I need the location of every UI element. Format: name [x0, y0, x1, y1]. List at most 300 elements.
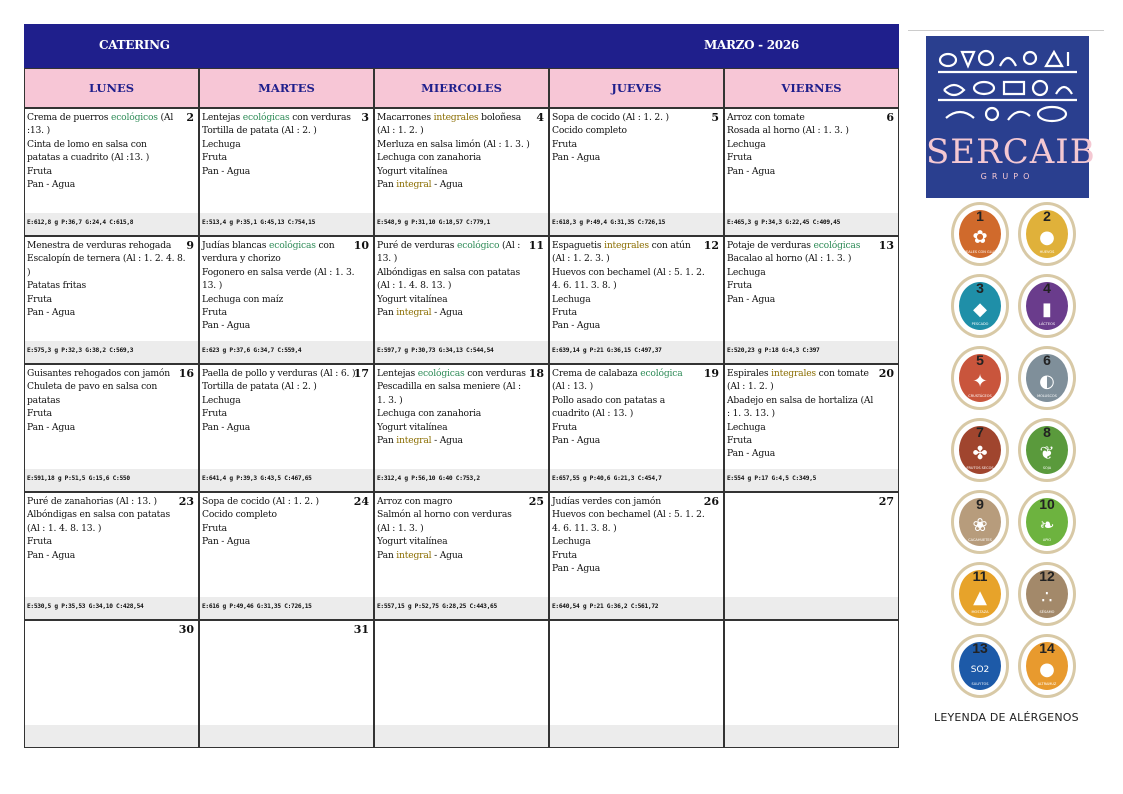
menu-text-segment: Fruta — [27, 408, 52, 420]
day-number: 27 — [878, 495, 894, 508]
menu-text-segment: 13. ) — [377, 253, 398, 265]
nutrition-bar: E:530,5 g P:35,53 G:34,10 C:428,54 — [25, 597, 198, 619]
menu-line — [727, 434, 895, 447]
logo-subtitle: GRUPO — [980, 172, 1035, 181]
menu-line — [377, 434, 545, 447]
menu-text-segment: Pan - Agua — [202, 536, 251, 548]
allergen-glyph: ∴ — [1041, 587, 1053, 608]
menu-text-segment: (Al : 1. 3. ) — [377, 522, 424, 534]
nutrition-bar: E:520,23 g P:18 G:4,3 C:397 — [725, 341, 898, 363]
menu-line — [27, 421, 195, 434]
menu-text-segment: Pescadilla en salsa meniere (Al : — [377, 381, 521, 393]
menu-line — [202, 111, 370, 124]
allergen-glyph: ◐ — [1039, 371, 1055, 392]
allergen-number: 7 — [976, 424, 984, 440]
menu-text — [200, 493, 373, 549]
menu-text — [25, 621, 198, 623]
menu-text-segment: Yogurt vitalínea — [377, 421, 448, 433]
week-row — [24, 108, 899, 236]
nutrition-bar: E:557,15 g P:52,75 G:28,25 C:443,65 — [375, 597, 548, 619]
menu-text-segment: Judías verdes con jamón — [552, 496, 661, 507]
allergen-label: HUEVOS — [1039, 250, 1055, 254]
integral-tag: integrales — [433, 112, 479, 123]
nutrition-bar: E:554 g P:17 G:4,5 C:349,5 — [725, 469, 898, 491]
menu-line — [377, 279, 545, 292]
menu-text-segment: Patatas fritas — [27, 280, 87, 292]
menu-text-segment: Fruta — [27, 536, 52, 548]
menu-text — [375, 493, 548, 562]
menu-line — [27, 380, 195, 393]
menu-text-segment: Pan - Agua — [727, 293, 776, 305]
day-cell — [724, 236, 899, 364]
nutrition-bar — [550, 725, 723, 747]
menu-text-segment: 1. 3. ) — [377, 394, 403, 406]
menu-text-segment: Pan - Agua — [552, 152, 601, 164]
menu-text — [725, 237, 898, 306]
menu-text-segment: cuadrito (Al : 13. ) — [552, 408, 634, 420]
menu-text-segment: Pan - Agua — [27, 179, 76, 191]
day-cell — [24, 108, 199, 236]
calendar-header-bar — [24, 24, 899, 68]
day-number: 23 — [178, 495, 194, 508]
menu-text-segment: Sopa de cocido (Al : 1. 2. ) — [202, 496, 319, 507]
menu-line — [27, 239, 195, 252]
day-cell — [24, 236, 199, 364]
menu-text — [550, 109, 723, 165]
nutrition-bar: E:640,54 g P:21 G:36,2 C:561,72 — [550, 597, 723, 619]
menu-line — [202, 367, 370, 380]
menu-line — [727, 293, 895, 306]
menu-line — [552, 495, 720, 508]
ecologico-tag: ecológico — [457, 240, 500, 251]
menu-text-segment: Fruta — [552, 549, 577, 561]
day-cell — [24, 620, 199, 748]
day-number: 9 — [186, 239, 194, 252]
day-cell — [199, 620, 374, 748]
day-cell — [549, 108, 724, 236]
menu-text — [550, 237, 723, 333]
ecologico-tag: ecológicas — [417, 368, 465, 379]
allergen-number: 3 — [976, 280, 984, 296]
allergen-label: SOJA — [1042, 466, 1052, 470]
allergen-glyph: ● — [1039, 659, 1055, 680]
menu-text — [725, 109, 898, 178]
menu-text-segment: con atún — [648, 240, 691, 251]
menu-text-segment: (Al : 1. 2. ) — [727, 381, 774, 393]
day-number: 11 — [528, 239, 544, 252]
menu-line — [552, 380, 720, 393]
allergen-11-icon — [951, 562, 1009, 626]
menu-line — [552, 407, 720, 420]
menu-line — [202, 239, 370, 252]
menu-line — [377, 495, 545, 508]
menu-text-segment: Fruta — [552, 307, 577, 319]
menu-text — [550, 493, 723, 575]
day-number: 30 — [178, 623, 194, 636]
allergen-number: 8 — [1043, 424, 1051, 440]
day-number: 6 — [886, 111, 894, 124]
allergen-glyph: ▮ — [1042, 299, 1052, 320]
menu-text-segment: Pan — [377, 435, 397, 447]
allergen-13-icon — [951, 634, 1009, 698]
menu-text-segment: Puré de verduras — [377, 240, 458, 251]
menu-text-segment: Albóndigas en salsa con patatas — [27, 509, 170, 521]
menu-line — [27, 165, 195, 178]
nutrition-bar: E:618,3 g P:49,4 G:31,35 C:726,15 — [550, 213, 723, 235]
menu-line — [377, 380, 545, 393]
menu-text — [25, 493, 198, 562]
menu-text-segment: Lechuga con zanahoria — [377, 152, 482, 164]
menu-text-segment: Fruta — [727, 280, 752, 292]
menu-text-segment: Fruta — [552, 138, 577, 150]
nutrition-bar: E:616 g P:49,46 G:31,35 C:726,15 — [200, 597, 373, 619]
day-number: 10 — [353, 239, 369, 252]
menu-text-segment: Lechuga con maíz — [202, 293, 284, 305]
allergen-legend-title: LEYENDA DE ALÉRGENOS — [934, 711, 1079, 724]
menu-line — [552, 535, 720, 548]
menu-text-segment: Espirales — [727, 368, 772, 379]
day-cell — [199, 108, 374, 236]
menu-text-segment: Fruta — [202, 307, 227, 319]
day-cell — [724, 364, 899, 492]
menu-text-segment: Arroz con magro — [377, 496, 453, 507]
menu-text-segment: Potaje de verduras — [727, 240, 814, 251]
menu-line — [27, 522, 195, 535]
menu-line — [727, 138, 895, 151]
menu-line — [377, 138, 545, 151]
week-row — [24, 492, 899, 620]
menu-line — [377, 508, 545, 521]
menu-line — [27, 394, 195, 407]
menu-line — [552, 151, 720, 164]
allergen-1-icon — [951, 202, 1009, 266]
integral-tag: integral — [396, 179, 432, 191]
menu-line — [27, 266, 195, 279]
menu-line — [27, 367, 195, 380]
allergen-glyph: ✿ — [972, 227, 988, 248]
day-number: 13 — [878, 239, 894, 252]
weekday-friday: VIERNES — [724, 68, 899, 108]
allergen-label: ALTRAMUZ — [1037, 682, 1057, 686]
allergen-number: 10 — [1039, 496, 1055, 512]
menu-line — [27, 124, 195, 137]
day-number: 24 — [353, 495, 369, 508]
menu-line — [377, 367, 545, 380]
menu-line — [727, 239, 895, 252]
menu-text-segment: Puré de zanahorias (Al : 13. ) — [27, 496, 157, 507]
menu-line — [27, 407, 195, 420]
allergen-5-icon — [951, 346, 1009, 410]
nutrition-bar — [375, 725, 548, 747]
menu-text-segment: Pan - Agua — [727, 448, 776, 460]
menu-line — [552, 111, 720, 124]
week-row — [24, 236, 899, 364]
menu-line — [727, 266, 895, 279]
menu-line — [552, 434, 720, 447]
allergen-number: 9 — [976, 496, 984, 512]
menu-text-segment: Pan - Agua — [202, 165, 251, 177]
allergen-label: LÁCTEOS — [1038, 322, 1056, 326]
ecologico-tag: ecológicas — [813, 240, 861, 251]
allergen-glyph: ❀ — [972, 515, 988, 536]
menu-text-segment: Huevos con bechamel (Al : 5. 1. 2. — [552, 509, 705, 521]
integral-tag: integral — [396, 435, 432, 447]
menu-text-segment: Chuleta de pavo en salsa con — [27, 381, 158, 393]
menu-text-segment: Fruta — [202, 408, 227, 420]
menu-text — [200, 365, 373, 434]
menu-line — [727, 447, 895, 460]
nutrition-bar: E:591,18 g P:51,5 G:15,6 C:550 — [25, 469, 198, 491]
menu-line — [552, 421, 720, 434]
menu-line — [552, 266, 720, 279]
menu-text-segment: Pan - Agua — [552, 435, 601, 447]
day-cell — [24, 364, 199, 492]
nutrition-bar: E:513,4 g P:35,1 G:45,13 C:754,15 — [200, 213, 373, 235]
menu-text — [25, 365, 198, 434]
menu-line — [202, 279, 370, 292]
menu-text-segment: con — [315, 240, 335, 251]
menu-line — [27, 495, 195, 508]
menu-line — [377, 124, 545, 137]
menu-text-segment: Lechuga — [727, 266, 766, 278]
menu-text-segment: Espaguetis — [552, 240, 605, 251]
logo-brand: SERCAIB — [926, 132, 1096, 172]
menu-line — [27, 178, 195, 191]
menu-text-segment: (Al : 1. 2. ) — [377, 125, 424, 137]
menu-line — [202, 407, 370, 420]
menu-line — [377, 522, 545, 535]
day-number: 5 — [711, 111, 719, 124]
menu-text-segment: - Agua — [431, 549, 463, 561]
menu-text-segment: con verduras — [289, 112, 351, 123]
menu-line — [552, 319, 720, 332]
menu-line — [27, 111, 195, 124]
menu-line — [727, 165, 895, 178]
menu-text-segment: Huevos con bechamel (Al : 5. 1. 2. — [552, 266, 705, 278]
menu-line — [552, 239, 720, 252]
menu-line — [552, 138, 720, 151]
day-cell — [199, 492, 374, 620]
menu-text-segment: Pan - Agua — [27, 421, 76, 433]
header-month: MARZO - 2026 — [704, 38, 799, 52]
menu-text-segment: Paella de pollo y verduras (Al : 6. ) — [202, 368, 356, 379]
allergen-6-icon — [1018, 346, 1076, 410]
allergen-number: 5 — [976, 352, 984, 368]
menu-line — [377, 151, 545, 164]
menu-line — [727, 111, 895, 124]
menu-line — [552, 549, 720, 562]
menu-text-segment: Crema de puerros — [27, 112, 111, 123]
allergen-number: 4 — [1043, 280, 1051, 296]
menu-text-segment: ) — [27, 266, 31, 278]
menu-text-segment: Pollo asado con patatas a — [552, 394, 665, 406]
menu-text-segment: Cocido completo — [202, 509, 277, 521]
allergen-8-icon — [1018, 418, 1076, 482]
menu-text-segment: (Al — [157, 112, 174, 123]
menu-line — [202, 252, 370, 265]
menu-text-segment: (Al : 1. 4. 8. 13. ) — [377, 280, 452, 292]
menu-text-segment: Yogurt vitalínea — [377, 165, 448, 177]
menu-text-segment: Pan — [377, 549, 397, 561]
ecologico-tag: ecológicas — [242, 112, 290, 123]
allergen-glyph: ◆ — [973, 299, 987, 320]
weekday-header-row — [24, 68, 899, 108]
nutrition-bar — [200, 725, 373, 747]
nutrition-bar: E:623 g P:37,6 G:34,7 C:559,4 — [200, 341, 373, 363]
menu-text-segment: Pan - Agua — [727, 165, 776, 177]
menu-line — [377, 293, 545, 306]
allergen-number: 6 — [1043, 352, 1051, 368]
menu-text — [375, 237, 548, 319]
menu-text-segment: :13. ) — [27, 125, 51, 137]
menu-line — [27, 293, 195, 306]
day-cell — [549, 492, 724, 620]
allergen-glyph: ✤ — [972, 443, 988, 464]
allergen-7-icon — [951, 418, 1009, 482]
menu-text-segment: Fruta — [552, 421, 577, 433]
menu-text-segment: Lechuga — [552, 536, 591, 548]
menu-line — [552, 306, 720, 319]
menu-line — [202, 421, 370, 434]
allergen-glyph: ● — [1039, 227, 1055, 248]
menu-line — [202, 319, 370, 332]
menu-text-segment: (Al : 13. ) — [552, 381, 594, 393]
menu-line — [552, 252, 720, 265]
menu-line — [552, 279, 720, 292]
menu-line — [377, 407, 545, 420]
menu-line — [727, 380, 895, 393]
allergen-12-icon — [1018, 562, 1076, 626]
day-cell — [374, 108, 549, 236]
week-row — [24, 620, 899, 748]
menu-line — [377, 266, 545, 279]
menu-text-segment: Pan - Agua — [27, 549, 76, 561]
menu-text — [725, 365, 898, 461]
menu-line — [27, 138, 195, 151]
menu-text — [550, 365, 723, 447]
nutrition-bar: E:312,4 g P:56,10 G:40 C:753,2 — [375, 469, 548, 491]
menu-line — [552, 562, 720, 575]
menu-line — [202, 266, 370, 279]
allergen-4-icon — [1018, 274, 1076, 338]
menu-line — [27, 535, 195, 548]
menu-line — [377, 549, 545, 562]
menu-text-segment: verdura y chorizo — [202, 253, 281, 265]
menu-line — [727, 394, 895, 407]
day-number: 17 — [353, 367, 369, 380]
day-cell — [549, 620, 724, 748]
menu-text — [375, 621, 548, 623]
day-number: 2 — [186, 111, 194, 124]
menu-text-segment: - Agua — [431, 307, 463, 319]
menu-text-segment: patatas — [27, 394, 61, 406]
menu-line — [27, 306, 195, 319]
menu-text-segment: Pan - Agua — [202, 320, 251, 332]
allergen-10-icon — [1018, 490, 1076, 554]
menu-text-segment: Pan - Agua — [552, 563, 601, 575]
menu-text-segment: (Al : — [499, 240, 521, 251]
menu-text-segment: Fruta — [727, 435, 752, 447]
integral-tag: integral — [396, 549, 432, 561]
menu-line — [727, 367, 895, 380]
menu-text-segment: Crema de calabaza — [552, 368, 641, 379]
integral-tag: integrales — [604, 240, 649, 251]
menu-text-segment: Yogurt vitalínea — [377, 293, 448, 305]
menu-text-segment: Cocido completo — [552, 125, 627, 137]
weekday-wednesday: MIERCOLES — [374, 68, 549, 108]
day-number: 3 — [361, 111, 369, 124]
menu-text-segment: - Agua — [431, 435, 463, 447]
menu-line — [202, 508, 370, 521]
menu-line — [27, 279, 195, 292]
weekday-tuesday: MARTES — [199, 68, 374, 108]
menu-text-segment: Abadejo en salsa de hortaliza (Al — [727, 394, 874, 406]
allergen-glyph: ▲ — [973, 587, 987, 608]
day-number: 18 — [528, 367, 544, 380]
day-cell — [374, 620, 549, 748]
menu-line — [202, 495, 370, 508]
menu-text — [375, 109, 548, 191]
menu-text-segment: Pan - Agua — [552, 320, 601, 332]
menu-line — [27, 151, 195, 164]
allergen-label: FRUTOS SECOS — [966, 466, 994, 470]
menu-line — [552, 124, 720, 137]
menu-line — [27, 252, 195, 265]
nutrition-bar — [25, 725, 198, 747]
menu-text-segment: Lechuga — [727, 138, 766, 150]
menu-text-segment: Judías blancas — [202, 240, 270, 251]
allergen-label: CEREALES CON GLUTEN — [958, 250, 1002, 254]
menu-text-segment: Fruta — [202, 522, 227, 534]
menu-line — [377, 178, 545, 191]
day-cell — [199, 236, 374, 364]
menu-line — [202, 306, 370, 319]
menu-text — [550, 621, 723, 623]
menu-line — [202, 124, 370, 137]
menu-line — [552, 394, 720, 407]
nutrition-bar — [725, 725, 898, 747]
menu-text-segment: Cinta de lomo en salsa con — [27, 138, 147, 150]
day-cell — [374, 364, 549, 492]
allergen-number: 2 — [1043, 208, 1051, 224]
menu-text-segment: Lentejas — [377, 368, 418, 379]
allergen-14-icon — [1018, 634, 1076, 698]
menu-line — [202, 394, 370, 407]
day-cell — [374, 236, 549, 364]
day-cell — [24, 492, 199, 620]
day-number: 25 — [528, 495, 544, 508]
menu-text — [25, 237, 198, 319]
menu-line — [377, 535, 545, 548]
menu-text-segment: Guisantes rehogados con jamón — [27, 368, 170, 379]
weekday-thursday: JUEVES — [549, 68, 724, 108]
menu-text-segment: Lentejas — [202, 112, 243, 123]
menu-text-segment: boloñesa — [478, 112, 522, 123]
menu-text — [725, 493, 898, 495]
allergen-2-icon — [1018, 202, 1076, 266]
menu-text-segment: Lechuga — [202, 394, 241, 406]
allergen-label: MOSTAZA — [971, 610, 989, 614]
allergen-label: CRUSTÁCEOS — [968, 394, 992, 398]
header-title: CATERING — [99, 38, 170, 52]
menu-text-segment: Pan - Agua — [202, 421, 251, 433]
nutrition-bar: E:657,55 g P:40,6 G:21,3 C:454,7 — [550, 469, 723, 491]
allergen-label: SÉSAMO — [1039, 610, 1055, 614]
day-number: 31 — [353, 623, 369, 636]
ecologico-tag: ecológica — [640, 368, 683, 379]
menu-text-segment: : 1. 3. 13. ) — [727, 408, 775, 420]
menu-text-segment: Fruta — [27, 293, 52, 305]
